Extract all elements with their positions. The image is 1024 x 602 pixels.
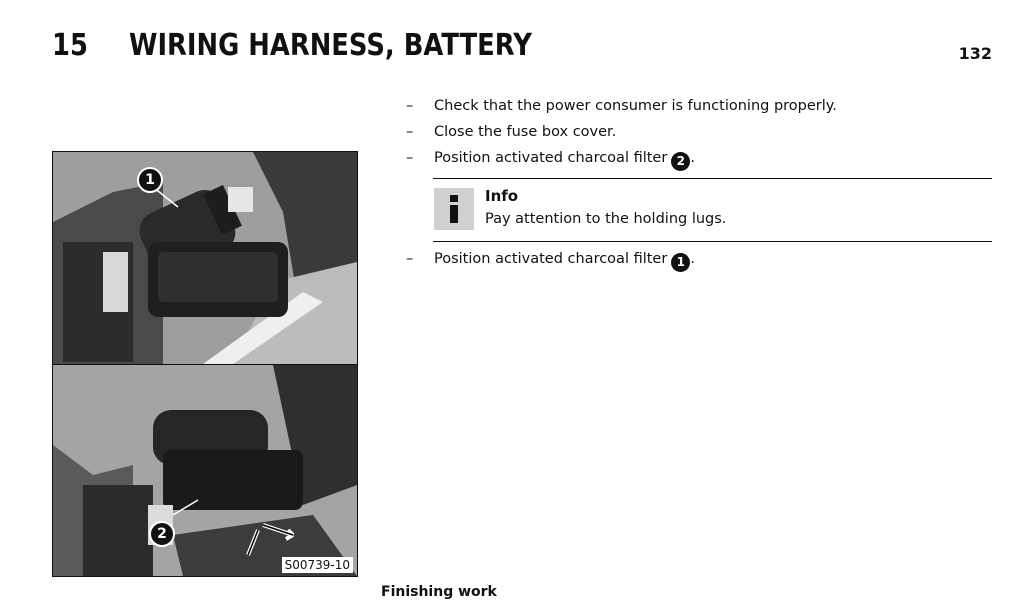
info-box: [433, 178, 992, 242]
charcoal-filter-photo-bottom: [53, 365, 357, 576]
callout-2-inline: 2: [671, 152, 690, 171]
figure-bottom-photo: [52, 364, 358, 577]
section-number: 15: [52, 28, 88, 63]
callout-1: 1: [137, 167, 163, 193]
section-title: WIRING HARNESS, BATTERY: [129, 28, 532, 63]
info-text: Pay attention to the holding lugs.: [485, 211, 727, 227]
callout-1-inline: 1: [671, 253, 690, 272]
footer-label: Finishing work: [381, 584, 497, 600]
callout-2: 2: [149, 521, 175, 547]
figure-code: S00739-10: [282, 557, 353, 573]
figure-top-photo: [52, 151, 358, 365]
page-number: 132: [958, 44, 992, 63]
info-title: Info: [485, 187, 519, 205]
charcoal-filter-photo-top: [53, 152, 357, 364]
info-icon: [434, 188, 474, 230]
